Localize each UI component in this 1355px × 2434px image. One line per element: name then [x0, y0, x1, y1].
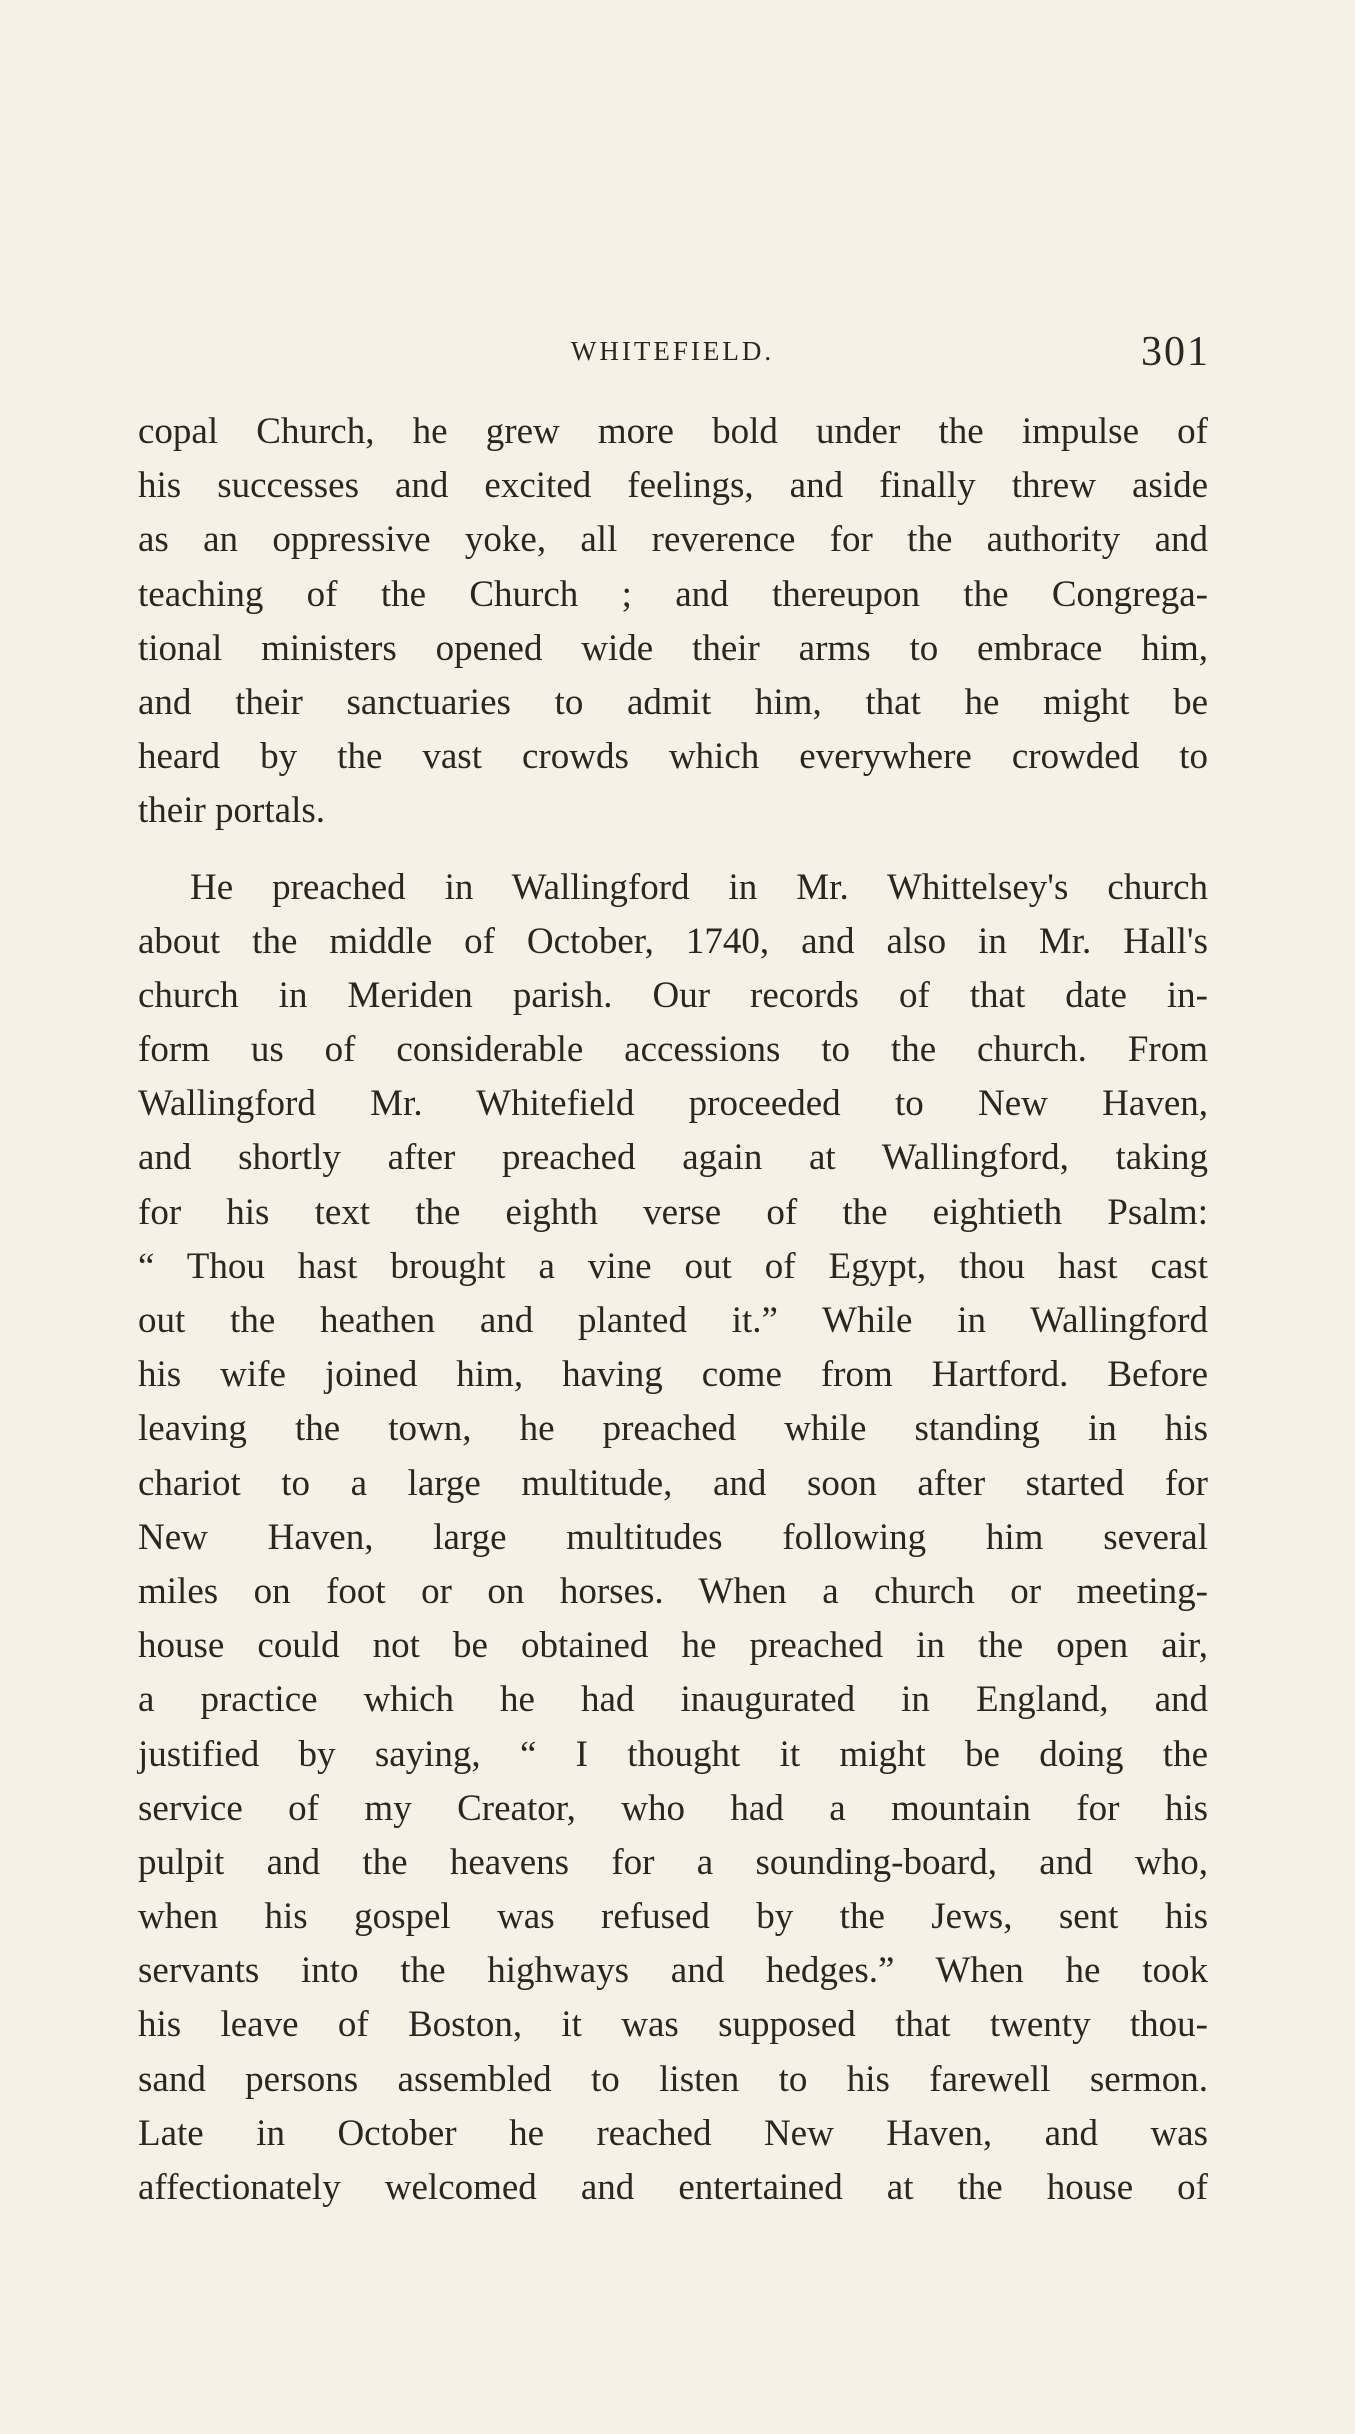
- text-line: when his gospel was refused by the Jews, sent his: [138, 1896, 1208, 1938]
- text-line: form us of considerable accessions to the church. From: [138, 1029, 1208, 1071]
- page-number: 301: [1141, 329, 1210, 375]
- text-line: Wallingford Mr. Whitefield proceeded to New Haven,: [138, 1083, 1208, 1125]
- text-line: and shortly after preached again at Wallingford, taking: [138, 1137, 1208, 1179]
- text-line: sand persons assembled to listen to his farewell sermon.: [138, 2058, 1208, 2100]
- paragraph-2: [138, 861, 1208, 2216]
- text-line: leaving the town, he preached while standing in his: [138, 1408, 1208, 1450]
- text-line: servants into the highways and hedges.” When he took: [138, 1950, 1208, 1992]
- text-line: He preached in Wallingford in Mr. Whittelsey's church: [190, 866, 1208, 908]
- text-line: teaching of the Church ; and thereupon the Congrega-: [138, 573, 1208, 615]
- text-line: New Haven, large multitudes following him several: [138, 1516, 1208, 1558]
- text-line: tional ministers opened wide their arms to embrace him,: [138, 627, 1208, 669]
- text-line: as an oppressive yoke, all reverence for the authority and: [138, 519, 1208, 561]
- text-line: and their sanctuaries to admit him, that he might be: [138, 681, 1208, 723]
- text-line: miles on foot or on horses. When a church or meeting-: [138, 1570, 1208, 1612]
- text-line: a practice which he had inaugurated in England, and: [138, 1679, 1208, 1721]
- text-line: service of my Creator, who had a mountain for his: [138, 1787, 1208, 1829]
- text-line: about the middle of October, 1740, and also in Mr. Hall's: [138, 920, 1208, 962]
- text-line: “ Thou hast brought a vine out of Egypt, thou hast cast: [138, 1245, 1208, 1287]
- paragraph-gap: [138, 839, 1208, 861]
- text-line: Late in October he reached New Haven, and was: [138, 2112, 1208, 2154]
- body-text: [138, 405, 1208, 2215]
- text-line: their portals.: [138, 790, 326, 832]
- running-title: WHITEFIELD.: [570, 336, 775, 366]
- text-line: chariot to a large multitude, and soon after started for: [138, 1462, 1208, 1504]
- paragraph-1: [138, 405, 1208, 839]
- text-line: house could not be obtained he preached in the open air,: [138, 1625, 1208, 1667]
- text-line: his wife joined him, having come from Hartford. Before: [138, 1354, 1208, 1396]
- text-line: pulpit and the heavens for a sounding-board, and who,: [138, 1841, 1208, 1883]
- text-line: for his text the eighth verse of the eightieth Psalm:: [138, 1191, 1208, 1233]
- text-line: justified by saying, “ I thought it might be doing the: [138, 1733, 1208, 1775]
- text-line: heard by the vast crowds which everywhere crowded to: [138, 736, 1208, 778]
- text-line: his leave of Boston, it was supposed that twenty thou-: [138, 2004, 1208, 2046]
- text-line: copal Church, he grew more bold under the impulse of: [138, 411, 1208, 452]
- text-line: out the heathen and planted it.” While in Wallingford: [138, 1300, 1208, 1341]
- running-head: [135, 328, 1210, 388]
- text-line: his successes and excited feelings, and finally threw aside: [138, 465, 1208, 507]
- text-line: affectionately welcomed and entertained at the house of: [138, 2167, 1208, 2208]
- text-line: church in Meriden parish. Our records of that date in-: [138, 974, 1208, 1016]
